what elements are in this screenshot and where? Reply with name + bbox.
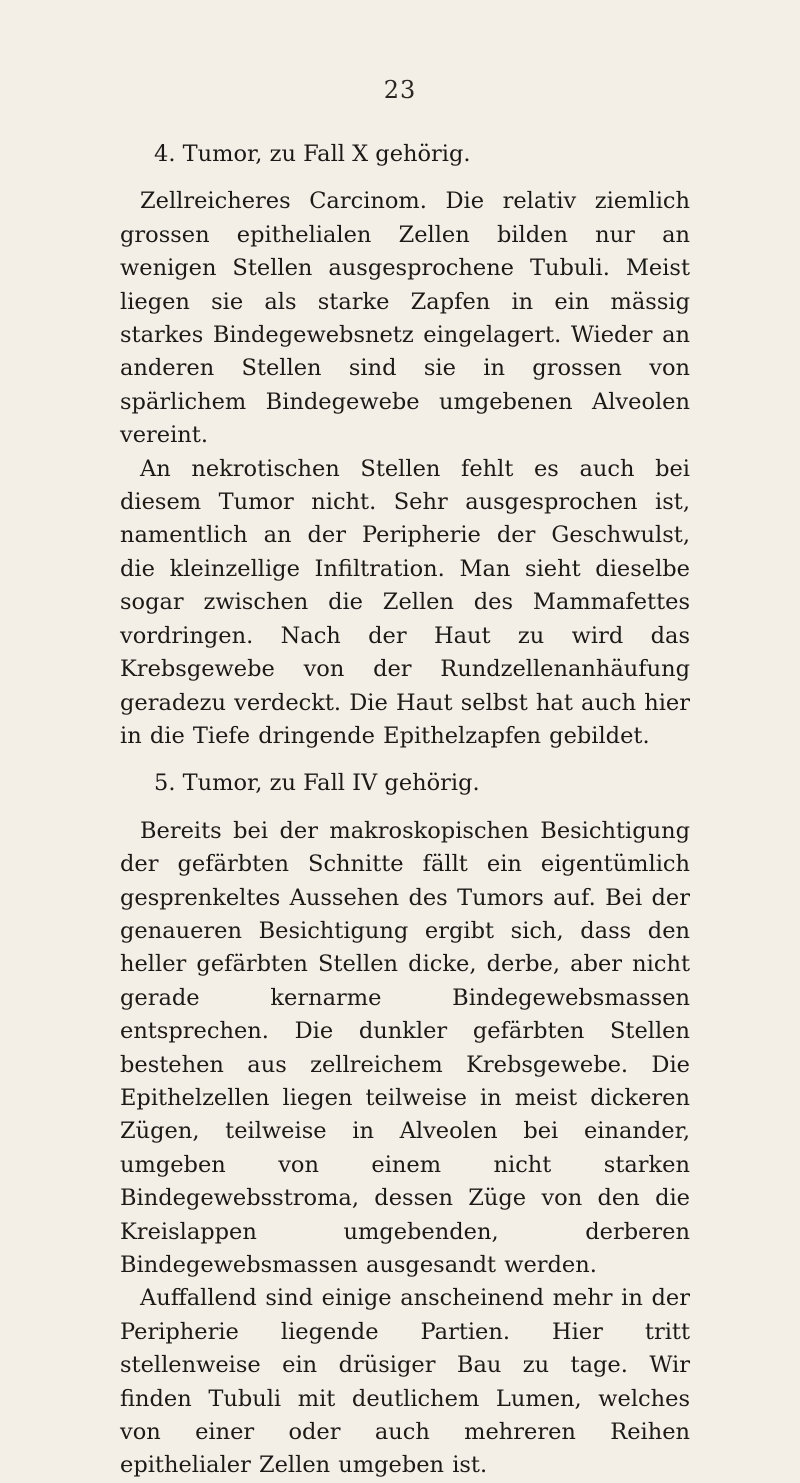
section-heading-4: 4. Tumor, zu Fall X gehörig. bbox=[154, 141, 471, 167]
body-text bbox=[120, 138, 690, 1483]
section-4-paragraph-1: Zellreicheres Carcinom. Die relativ ziemlich grossen epithelialen Zellen bilden nur an wenigen Stellen ausgesprochene Tubuli. Meist liegen sie als starke Zapfen in ein mässig starkes Bindegewebsnetz eingelagert. Wieder an anderen Stellen sind sie in grossen von spärlichem Bindegewebe umgebenen Alveolen vereint. bbox=[120, 188, 690, 449]
section-heading-5: 5. Tumor, zu Fall IV gehörig. bbox=[154, 770, 480, 797]
section-4-paragraph-2: An nekrotischen Stellen fehlt es auch bei diesem Tumor nicht. Sehr ausgesprochen ist, namentlich an der Peripherie der Geschwulst, die kleinzellige Infiltration. Man sieht dieselbe sogar zwischen die Zellen des Mammafettes vordringen. Nach der Haut zu wird das Krebsgewebe von der Rundzellenanhäufung geradezu verdeckt. Die Haut selbst hat auch hier in die Tiefe dringende Epithelzapfen gebildet. bbox=[120, 455, 690, 749]
page-number: 23 bbox=[383, 76, 417, 104]
section-5-paragraph-2: Auffallend sind einige anscheinend mehr in der Peripherie liegende Partien. Hier tritt stellenweise ein drüsiger Bau zu tage. Wir finden Tubuli mit deutlichem Lumen, welches von einer oder auch mehreren Reihen epithelialer Zellen umgeben ist. bbox=[120, 1285, 690, 1479]
section-5-paragraph-1: Bereits bei der makroskopischen Besichtigung der gefärbten Schnitte fällt ein eigentümlich gesprenkeltes Aussehen des Tumors auf. Bei der genaueren Besichtigung ergibt sich, dass den heller gefärbten Stellen dicke, derbe, aber nicht gerade kernarme Bindegewebsmassen entsprechen. Die dunkler gefärbten Stellen bestehen aus zellreichem Krebsgewebe. Die Epithelzellen liegen teilweise in meist dickeren Zügen, teilweise in Alveolen bei einander, umgeben von einem nicht starken Bindegewebsstroma, dessen Züge von den die Kreislappen umgebenden, derberen Bindegewebsmassen ausgesandt werden. bbox=[120, 817, 690, 1278]
